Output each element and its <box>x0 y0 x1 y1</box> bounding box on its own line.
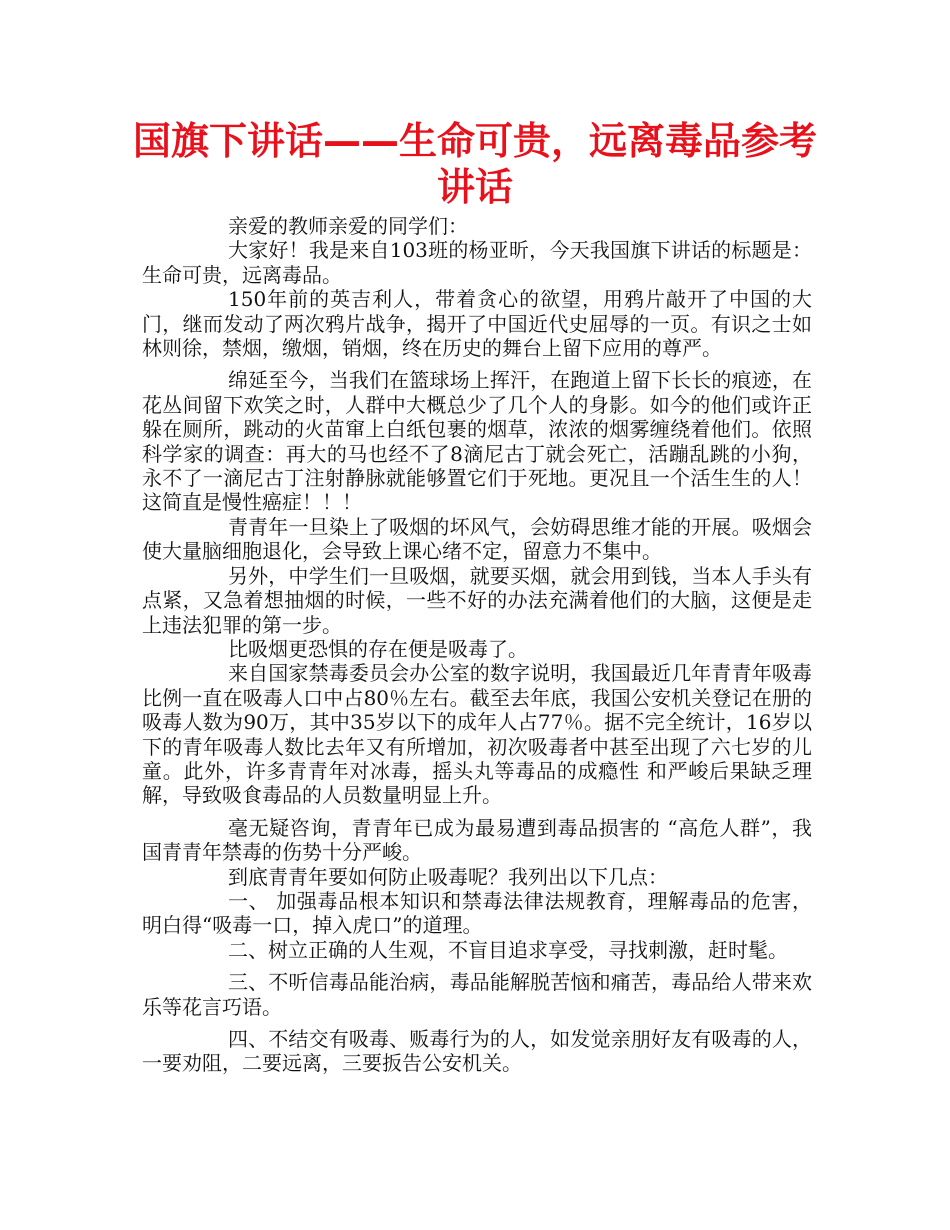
body-paragraph: 到底青青年要如何防止吸毒呢？我列出以下几点： <box>228 864 668 889</box>
list-item: 四、不结交有吸毒、贩毒行为的人，如发觉亲朋好友有吸毒的人，一要劝阻，二要远离，三要扳告公安机关。 <box>142 1027 812 1076</box>
body-paragraph: 另外，中学生们一旦吸烟，就要买烟，就会用到钱，当本人手头有点紧，又急着想抽烟的时候，一些不好的办法充满着他们的大脑，这便是走上违法犯罪的第一步。 <box>142 563 812 637</box>
body-paragraph: 比吸烟更恐惧的存在便是吸毒了。 <box>228 636 528 661</box>
body-paragraph: 绵延至今，当我们在篮球场上挥汗，在跑道上留下长长的痕迹，在花丛间留下欢笑之时，人群中大概总少了几个人的身影。如今的他们或许正躲在厕所，跳动的火苗窜上白纸包裹的烟草，浓浓的烟雾缠绕着他们。依照科学家的调查：再大的马也经不了8滴尼古丁就会死亡，活蹦乱跳的小狗，永不了一滴尼古丁注射静脉就能够置它们于死地。更况且一个活生生的人！这简直是慢性癌症！！！ <box>142 368 812 515</box>
body-paragraph: 毫无疑咨询，青青年已成为最易遭到毒品损害的 “高危人群”，我国青青年禁毒的伤势十分严峻。 <box>142 815 812 865</box>
greeting-paragraph: 亲爱的教师亲爱的同学们： <box>228 214 468 238</box>
list-item: 三、不听信毒品能治病，毒品能解脱苦恼和痛苦，毒品给人带来欢乐等花言巧语。 <box>142 970 812 1019</box>
list-item: 一、 加强毒品根本知识和禁毒法律法规教育，理解毒品的危害，明白得“吸毒一口，掉入虎口”的道理。 <box>142 888 812 938</box>
body-paragraph: 来自国家禁毒委员会办公室的数字说明，我国最近几年青青年吸毒比例一直在吸毒人口中占80％左右。截至去年底，我国公安机关登记在册的吸毒人数为90万，其中35岁以下的成年人占77％。据不完全统计，16岁以下的青年吸毒人数比去年又有所增加，初次吸毒者中甚至出现了六七岁的儿童。此外，许多青青年对冰毒，摇头丸等毒品的成瘾性 和严峻后果缺乏理解，导致吸食毒品的人员数量明显上升。 <box>142 661 812 808</box>
body-paragraph: 150年前的英吉利人，带着贪心的欲望，用鸦片敲开了中国的大门，继而发动了两次鸦片战争，揭开了中国近代史屈辱的一页。有识之士如林则徐，禁烟，缴烟，销烟，终在历史的舞台上留下应用的尊严。 <box>142 287 812 361</box>
body-paragraph: 大家好！我是来自103班的杨亚昕，今天我国旗下讲话的标题是：生命可贵，远离毒品。 <box>142 238 812 287</box>
list-item: 二、树立正确的人生观，不盲目追求享受，寻找刺激，赶时髦。 <box>228 937 788 962</box>
document-title: 国旗下讲话——生命可贵，远离毒品参考讲话 <box>132 119 817 209</box>
document-body <box>142 214 812 1076</box>
body-paragraph: 青青年一旦染上了吸烟的坏风气，会妨碍思维才能的开展。吸烟会使大量脑细胞退化，会导致上课心绪不定，留意力不集中。 <box>142 514 812 564</box>
